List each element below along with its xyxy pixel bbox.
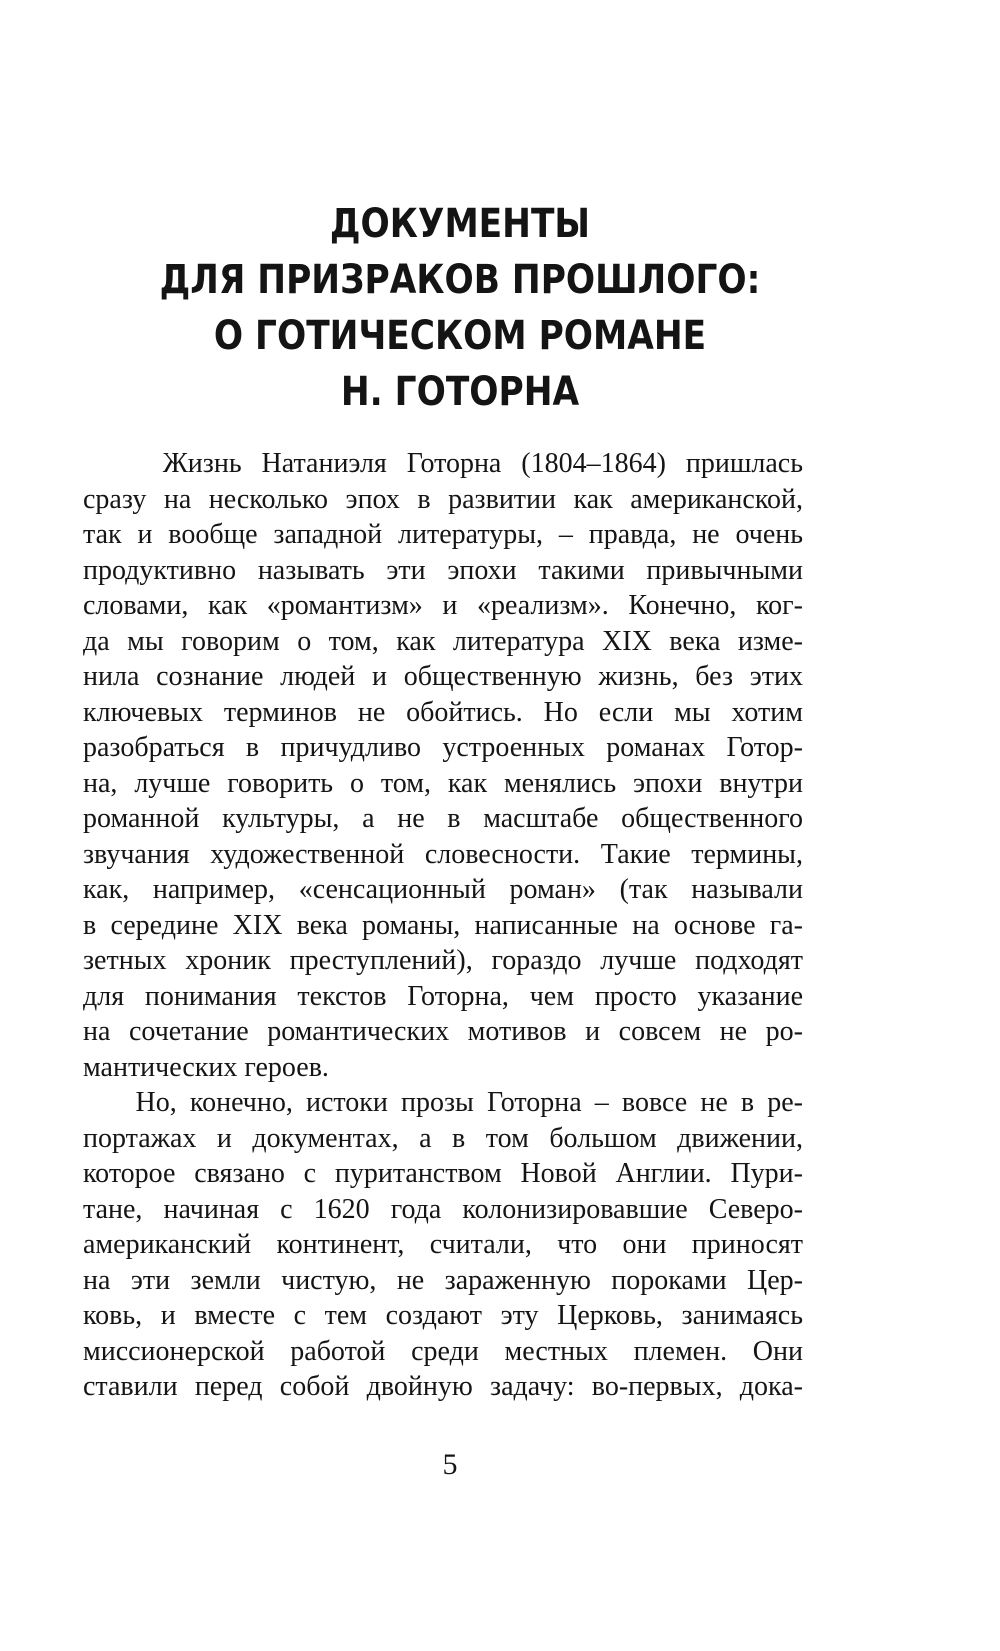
body-text-line: так и вообще западной литературы, – правда, не очень	[83, 519, 803, 550]
body-text-line: ковь, и вместе с тем создают эту Церковь, занимаясь	[83, 1300, 803, 1331]
body-text-line: Но, конечно, истоки прозы Готорна – вовсе не в ре-	[83, 1087, 803, 1118]
body-text-line: для понимания текстов Готорна, чем просто указание	[83, 980, 803, 1012]
body-text-line: разобраться в причудливо устроенных романах Готор-	[83, 732, 803, 763]
body-text-line: тане, начиная с 1620 года колонизировавшие Северо-	[83, 1193, 803, 1225]
body-text-line: портажах и документах, а в том большом движении,	[83, 1122, 803, 1154]
chapter-title-line: ДЛЯ ПРИЗРАКОВ ПРОШЛОГО:	[159, 257, 761, 303]
body-text	[83, 446, 803, 1405]
body-text-line: на эти земли чистую, не зараженную пороками Цер-	[83, 1264, 803, 1296]
body-text-line: мантических героев.	[83, 1051, 329, 1083]
page-number: 5	[442, 1448, 458, 1481]
body-text-line: ключевых терминов не обойтись. Но если мы хотим	[83, 696, 803, 728]
body-text-line: словами, как «романтизм» и «реализм». Конечно, ког-	[83, 590, 803, 621]
chapter-title-line: ДОКУМЕНТЫ	[329, 201, 591, 247]
body-text-line: романной культуры, а не в масштабе общественного	[83, 803, 803, 834]
body-text-line: да мы говорим о том, как литература XIX века изме-	[83, 625, 803, 657]
body-text-line: американский континент, считали, что они приносят	[83, 1229, 803, 1260]
body-text-line: на сочетание романтических мотивов и совсем не ро-	[83, 1016, 803, 1047]
body-text-line: в середине XIX века романы, написанные на основе га-	[83, 909, 803, 941]
body-text-line: которое связано с пуританством Новой Англии. Пури-	[83, 1158, 803, 1189]
chapter-title	[80, 196, 840, 420]
body-text-line: зетных хроник преступлений), гораздо лучше подходят	[83, 945, 803, 976]
body-text-line: продуктивно называть эти эпохи такими привычными	[83, 554, 803, 586]
body-text-line: миссионерской работой среди местных племен. Они	[83, 1335, 803, 1367]
body-text-line: звучания художественной словесности. Такие термины,	[83, 838, 803, 870]
chapter-title-line: Н. ГОТОРНА	[340, 369, 580, 415]
body-text-line: сразу на несколько эпох в развитии как американской,	[83, 483, 803, 515]
chapter-title-line: О ГОТИЧЕСКОМ РОМАНЕ	[213, 313, 707, 359]
body-text-line: Жизнь Натаниэля Готорна (1804–1864) пришлась	[83, 448, 803, 479]
body-text-line: как, например, «сенсационный роман» (так называли	[83, 874, 803, 905]
body-text-line: ставили перед собой двойную задачу: во-первых, дока-	[83, 1371, 803, 1402]
body-text-line: на, лучше говорить о том, как менялись эпохи внутри	[83, 767, 803, 799]
body-text-line: нила сознание людей и общественную жизнь, без этих	[83, 661, 803, 692]
